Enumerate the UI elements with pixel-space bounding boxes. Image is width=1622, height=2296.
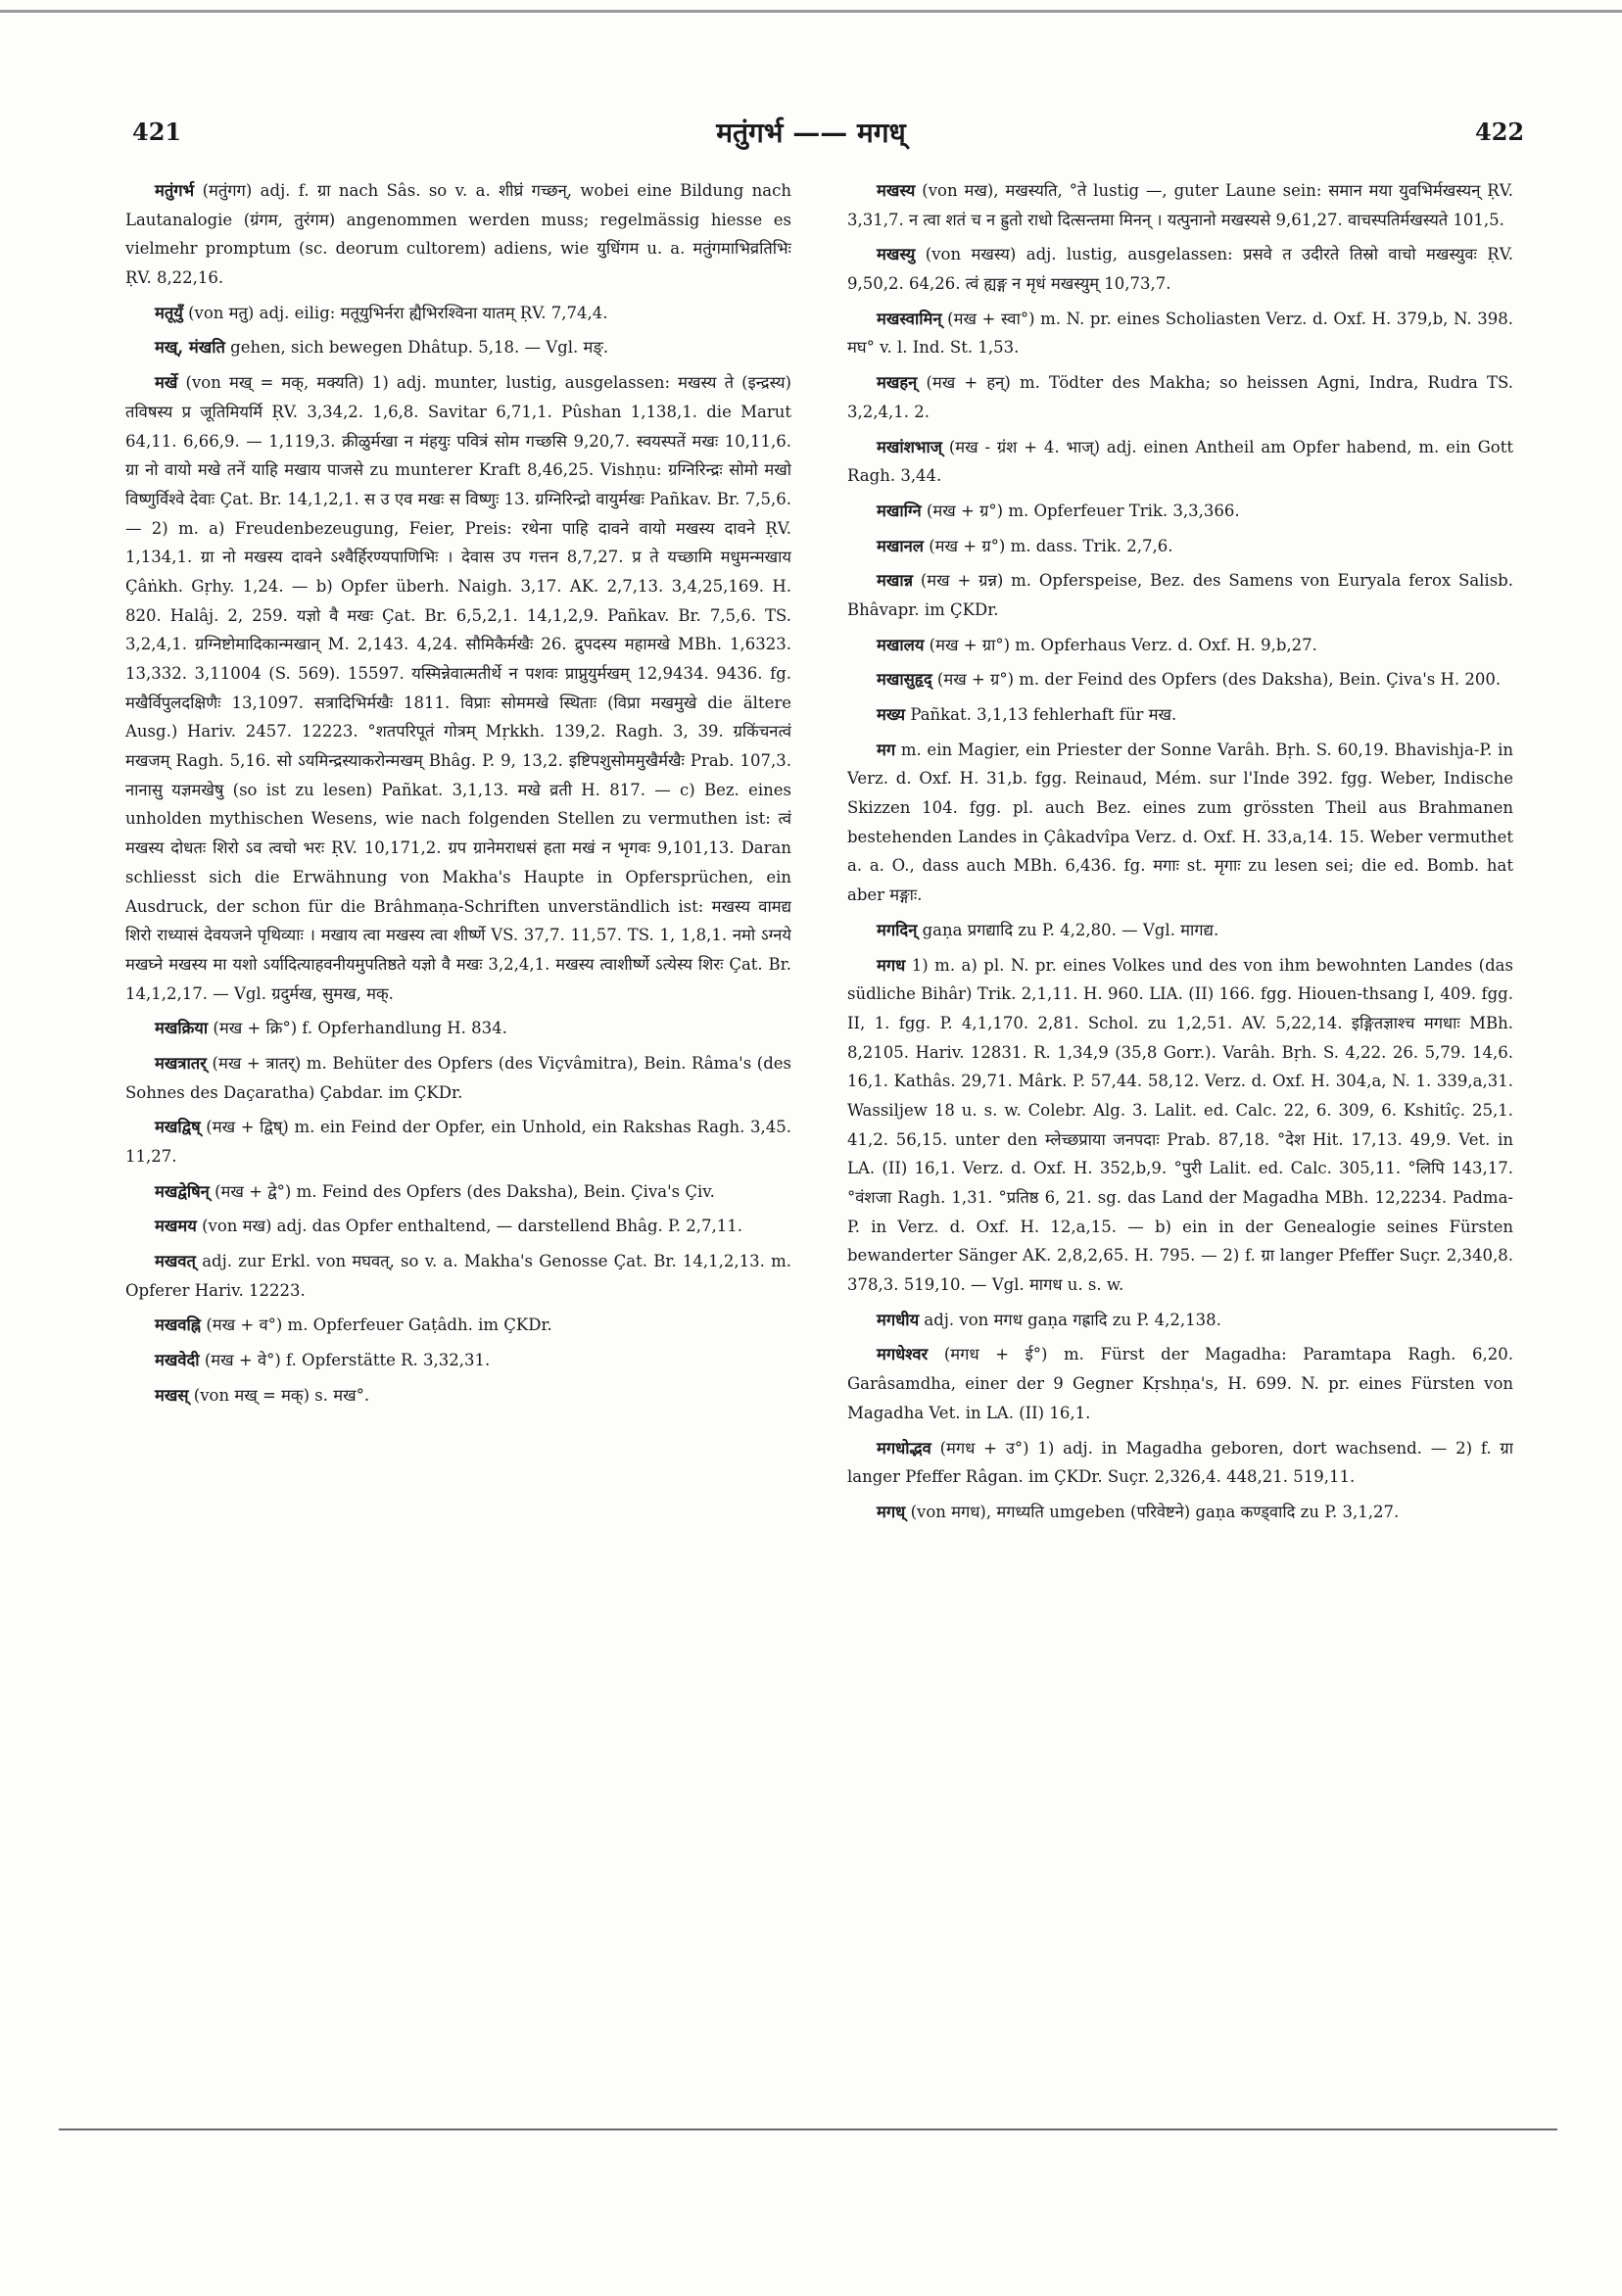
entry-text: (मख + ग्र°) m. der Feind des Opfers (des Daksha), Bein. Çiva's H. 200.	[936, 670, 1502, 690]
dictionary-entry	[125, 1177, 791, 1207]
entry-headword: मग	[877, 740, 896, 759]
dictionary-entry	[125, 1049, 791, 1107]
entry-text: (मख + वे°) f. Opferstätte R. 3,32,31.	[204, 1351, 491, 1370]
entry-headword: मगधेश्वर	[877, 1345, 929, 1364]
page-number-right: 422	[1475, 118, 1525, 146]
dictionary-entry	[847, 736, 1513, 910]
entry-headword: मगधीय	[877, 1310, 920, 1329]
entry-text: (मतुंगग) adj. f. ग्रा nach Sâs. so v. a. शीघ्रं गच्छन्, wobei eine Bildung nach Lautanalogie (ग्रंगम, तुरंगम) angenommen werden muss; regelmässig hiesse es vielmehr promptum (sc. deorum cultorem) adiens, wie युधिंगम u. a. मतुंगमाभिव्रतिभिः ṚV. 8,22,16.	[125, 181, 791, 288]
entry-headword: मखद्वेषिन्	[155, 1181, 210, 1201]
dictionary-entry	[847, 566, 1513, 624]
dictionary-entry	[847, 916, 1513, 945]
entry-text: (मगध + उ°) 1) adj. in Magadha geboren, dort wachsend. — 2) f. ग्रा langer Pfeffer Râgan. im ÇKDr. Suçr. 2,326,4. 448,21. 519,11.	[847, 1438, 1513, 1487]
entry-text: (मख + व°) m. Opferfeuer Gaṭâdh. im ÇKDr.	[206, 1315, 552, 1335]
entry-text: (मख + ग्र°) m. dass. Trik. 2,7,6.	[929, 536, 1173, 555]
dictionary-entry	[125, 333, 791, 362]
entry-headword: मर्खे	[155, 373, 178, 393]
dictionary-entry	[847, 240, 1513, 298]
dictionary-entry	[125, 1212, 791, 1241]
dictionary-entry	[125, 1381, 791, 1411]
entry-text: (मख - ग्रंश + 4. भाज्) adj. einen Antheil am Opfer habend, m. ein Gott Ragh. 3,44.	[847, 437, 1513, 486]
entry-text: (मख + स्वा°) m. N. pr. eines Scholiasten Verz. d. Oxf. H. 379,b, N. 398. मघ° v. l. Ind. St. 1,53.	[847, 309, 1513, 358]
entry-text: (मख + ग्रन्न) m. Opferspeise, Bez. des Samens von Euryala ferox Salisb. Bhâvapr. im ÇKDr.	[847, 571, 1513, 619]
entry-headword: मगदिन्	[877, 920, 918, 939]
entry-text: (मख + द्विष्) m. ein Feind der Opfer, ein Unhold, ein Rakshas Ragh. 3,45. 11,27.	[125, 1118, 791, 1166]
running-head: मतुंगर्भ —— मगध्	[716, 117, 906, 149]
entry-headword: मखासुहृद्	[877, 670, 932, 690]
dictionary-entry	[125, 1311, 791, 1340]
entry-headword: मखवेदी	[155, 1351, 200, 1370]
dictionary-entry	[847, 176, 1513, 234]
entry-text: (मख + त्रातर्) m. Behüter des Opfers (des Viçvâmitra), Bein. Râma's (des Sohnes des Daçaratha) Çabdar. im ÇKDr.	[125, 1053, 791, 1102]
entry-text: (von मखस्य) adj. lustig, ausgelassen: प्रसवे त उदीरते तिस्रो वाचो मखस्युवः ṚV. 9,50,2. 64,26. त्वं ह्यङ्ग न मृधं मखस्युम् 10,73,7.	[847, 245, 1513, 294]
entry-text: gehen, sich bewegen Dhâtup. 5,18. — Vgl. मङ्.	[230, 338, 609, 358]
right-column	[847, 176, 1513, 1533]
entry-headword: मखांशभाज्	[877, 437, 942, 456]
dictionary-entry	[847, 368, 1513, 426]
entry-text: (von मख् = मक्, मक्यति) 1) adj. munter, lustig, ausgelassen: मखस्य ते (इन्द्रस्य) तविषस्य प्र जूतिमियर्मि ṚV. 3,34,2. 1,6,8. Savitar 6,71,1. Pûshan 1,138,1. die Marut 64,11. 6,66,9. — 1,119,3. क्रीळुर्मखा न मंहयुः पवित्रं सोम गच्छसि 9,20,7. स्वयस्पतें मखः 10,11,6. ग्रा नो वायो मखे तनें याहि मखाय पाजसे zu munterer Kraft 8,46,25. Vishṇu: ग्रग्निरिन्द्रः सोमो मखो विष्णुर्विश्वे देवाः Çat. Br. 14,1,2,1. स उ एव मखः स विष्णुः 13. ग्रग्निरिन्द्रो वायुर्मखः Pañkav. Br. 7,5,6. — 2) m. a) Freudenbezeugung, Feier, Preis: रथेना पाहि दावने वायो मखस्य दावने ṚV. 1,134,1. ग्रा नो मखस्य दावने ऽश्वैर्हिरण्यपाणिभिः । देवास उप गत्तन 8,7,27. प्र ते यच्छामि मधुमन्मखाय Çâṅkh. Gṛhy. 1,24. — b) Opfer überh. Naigh. 3,17. AK. 2,7,13. 3,4,25,169. H. 820. Halâj. 2, 259. यज्ञो वै मखः Çat. Br. 6,5,2,1. 14,1,2,9. Pañkav. Br. 7,5,6. TS. 3,2,4,1. ग्रग्निष्टोमादिकान्मखान् M. 2,143. 4,24. सौमिकैर्मखैः 26. द्रुपदस्य महामखे MBh. 1,6323. 13,332. 3,11004 (S. 569). 15597. यस्मिन्नेवात्मतीर्थे न पशवः प्राप्नुयुर्मखम् 12,9434. 9436. fg. मखैर्विपुलदक्षिणैः 13,1097. सत्रादिभिर्मखैः 1811. विप्राः सोममखे स्थिताः (विप्रा मखमुखे die ältere Ausg.) Hariv. 2457. 12223. °शतपरिपूतं गोत्रम् Mṛkkh. 139,2. Ragh. 3, 39. ग्रकिंचनत्वं मखजम् Ragh. 5,16. सो ऽयमिन्द्रस्याकरोन्मखम् Bhâg. P. 9, 13,2. इष्टिपशुसोममुखैर्मखैः Prab. 107,3. नानासु यज्ञमखेषु (so ist zu lesen) Pañkat. 3,1,13. मखे व्रती H. 817. — c) Bez. eines unholden mythischen Wesens, wie nach folgenden Stellen zu vermuthen ist: त्वं मखस्य दोधतः शिरो ऽव त्वचो भरः ṚV. 10,171,2. ग्रप ग्रानेमराधसं हता मखं न भृगवः 9,101,13. Daran schliesst sich die Erwähnung von Makha's Haupte in Opfersprüchen, ein Ausdruck, der schon für die Brâhmaṇa-Schriften unverständlich ist: मखस्य वामद्य शिरो राध्यासं देवयजने पृथिव्याः । मखाय त्वा मखस्य त्वा शीर्ष्णे VS. 37,7. 11,57. TS. 1, 1,8,1. नमो ऽग्नये मखघ्ने मखस्य मा यशो ऽर्यादित्याहवनीयमुपतिष्ठते यज्ञो वै मखः 3,2,4,1. मखस्य त्वाशीर्ष्णे ऽत्येस्य शिरः Çat. Br. 14,1,2,17. — Vgl. ग्रदुर्मख, सुमख, मक्.	[125, 373, 791, 1003]
entry-text: (मख + ग्रा°) m. Opferhaus Verz. d. Oxf. H. 9,b,27.	[929, 635, 1317, 654]
entry-headword: मखानल	[877, 536, 924, 555]
dictionary-entry	[125, 1346, 791, 1375]
entry-text: (मख + क्रि°) f. Opferhandlung H. 834.	[213, 1019, 507, 1038]
entry-text: 1) m. a) pl. N. pr. eines Volkes und des von ihm bewohnten Landes (das südliche Bihâr) Trik. 2,1,11. H. 960. LIA. (II) 166. fgg. Hiouen-thsang I, 409. fgg. II, 1. fgg. P. 4,1,170. 2,81. Schol. zu 1,2,51. AV. 5,22,14. इङ्गितज्ञाश्च मगधाः MBh. 8,2105. Hariv. 12831. R. 1,34,9 (35,8 Gorr.). Varâh. Bṛh. S. 4,22. 26. 5,79. 14,6. 16,1. Kathâs. 29,71. Mârk. P. 57,44. 58,12. Verz. d. Oxf. H. 304,a, N. 1. 339,a,31. Wassiljew 18 u. s. w. Colebr. Alg. 3. Lalit. ed. Calc. 22, 6. 309, 6. Kshitîç. 25,1. 41,2. 56,15. unter den म्लेच्छप्राया जनपदाः Prab. 87,18. °देश Hit. 17,13. 49,9. Vet. in LA. (II) 16,1. Verz. d. Oxf. H. 352,b,9. °पुरी Lalit. ed. Calc. 305,11. °लिपि 143,17. °वंशजा Ragh. 1,31. °प्रतिष्ठ 6, 21. sg. das Land der Magadha MBh. 12,2234. Padma-P. in Verz. d. Oxf. H. 12,a,15. — b) ein in der Genealogie seines Fürsten bewanderter Sänger AK. 2,8,2,65. H. 795. — 2) f. ग्रा langer Pfeffer Suçr. 2,340,8. 378,3. 519,10. — Vgl. मागध u. s. w.	[847, 955, 1513, 1295]
entry-text: (मगध + ई°) m. Fürst der Magadha: Paramtapa Ragh. 6,20. Garâsamdha, einer der 9 Gegner Kṛshṇa's, H. 699. N. pr. eines Fürsten von Magadha Vet. in LA. (II) 16,1.	[847, 1345, 1513, 1422]
top-edge-rule	[0, 10, 1622, 13]
dictionary-entry	[847, 433, 1513, 491]
dictionary-entry	[125, 1113, 791, 1171]
left-column	[125, 176, 791, 1416]
entry-text: (मख + हन्) m. Tödter des Makha; so heissen Agni, Indra, Rudra TS. 3,2,4,1. 2.	[847, 373, 1513, 421]
entry-headword: मखवत्	[155, 1252, 196, 1271]
dictionary-entry	[847, 497, 1513, 526]
entry-text: adj. von मगध gaṇa गह्रादि zu P. 4,2,138.	[924, 1310, 1221, 1329]
dictionary-entry	[125, 299, 791, 328]
entry-headword: मखवह्नि	[155, 1315, 202, 1335]
entry-headword: मख्, मंखति	[155, 338, 225, 358]
dictionary-entry	[847, 631, 1513, 660]
entry-text: (von मख), मखस्यति, °ते lustig —, guter Laune sein: समान मया युवभिर्मखस्यन् ṚV. 3,31,7. न त्वा शतं च न ह्रुतो राधो दित्सन्तमा मिनन् । यत्पुनानो मखस्यसे 9,61,27. वाचस्पतिर्मखस्यते 101,5.	[847, 181, 1513, 229]
entry-headword: मखस्वामिन्	[877, 309, 942, 328]
entry-headword: मखद्विष्	[155, 1118, 201, 1137]
page-number-left: 421	[132, 118, 182, 146]
entry-text: adj. zur Erkl. von मघवत्, so v. a. Makha's Genosse Çat. Br. 14,1,2,13. m. Opferer Hariv. 12223.	[125, 1252, 791, 1300]
entry-headword: मखत्रातर्	[155, 1053, 207, 1073]
dictionary-entry	[847, 665, 1513, 694]
dictionary-entry	[125, 176, 791, 293]
entry-headword: मगध	[877, 955, 906, 975]
entry-text: Pañkat. 3,1,13 fehlerhaft für मख.	[910, 705, 1177, 724]
entry-headword: मतुंगर्भ	[155, 181, 195, 200]
entry-headword: मतूयुँ	[155, 303, 183, 322]
dictionary-entry	[125, 1247, 791, 1305]
entry-text: (von मख) adj. das Opfer enthaltend, — darstellend Bhâg. P. 2,7,11.	[202, 1217, 742, 1236]
entry-headword: मखस्य	[877, 181, 916, 200]
entry-text: (मख + ग्र°) m. Opferfeuer Trik. 3,3,366.	[926, 501, 1240, 520]
entry-headword: मगधोद्भव	[877, 1438, 931, 1458]
bottom-rule	[59, 2129, 1557, 2130]
entry-text: (von मतु) adj. eilig: मतूयुभिर्नरा ह्यैभिरश्विना यातम् ṚV. 7,74,4.	[188, 303, 608, 322]
dictionary-entry	[847, 951, 1513, 1300]
entry-headword: मखहन्	[877, 373, 918, 393]
entry-headword: मखालय	[877, 635, 925, 654]
dictionary-entry	[847, 700, 1513, 730]
entry-headword: मगध्	[877, 1502, 906, 1521]
entry-headword: मखाग्नि	[877, 501, 922, 520]
entry-text: (von मगध), मगध्यति umgeben (परिवेष्टने) gaṇa कण्ड्वादि zu P. 3,1,27.	[910, 1502, 1400, 1521]
entry-headword: मखस्यु	[877, 245, 916, 264]
entry-text: (मख + द्वे°) m. Feind des Opfers (des Daksha), Bein. Çiva's Çiv.	[215, 1181, 715, 1201]
entry-text: gaṇa प्रगद्यादि zu P. 4,2,80. — Vgl. मागद्य.	[922, 920, 1219, 939]
dictionary-entry	[847, 1434, 1513, 1492]
entry-headword: मखान्न	[877, 571, 914, 591]
entry-text: m. ein Magier, ein Priester der Sonne Varâh. Bṛh. S. 60,19. Bhavishja-P. in Verz. d. Oxf. H. 31,b. fgg. Reinaud, Mém. sur l'Inde 392. fgg. Weber, Indische Skizzen 104. fgg. pl. auch Bez. eines zum grössten Theil aus Brahmanen bestehenden Landes in Çâkadvîpa Verz. d. Oxf. H. 33,a,14. 15. Weber vermuthet a. a. O., dass auch MBh. 6,436. fg. मगाः st. मृगाः zu lesen sei; die ed. Bomb. hat aber मङ्गाः.	[847, 740, 1513, 905]
dictionary-entry	[847, 532, 1513, 561]
dictionary-entry	[847, 1340, 1513, 1427]
dictionary-entry	[125, 1014, 791, 1043]
dictionary-entry	[847, 1306, 1513, 1335]
entry-headword: मख्य	[877, 705, 906, 724]
dictionary-entry	[125, 368, 791, 1008]
dictionary-entry	[847, 305, 1513, 362]
dictionary-entry	[847, 1498, 1513, 1527]
entry-text: (von मख् = मक्) s. मख°.	[193, 1385, 370, 1405]
entry-headword: मखस्	[155, 1385, 189, 1405]
entry-headword: मखक्रिया	[155, 1019, 209, 1038]
entry-headword: मखमय	[155, 1217, 197, 1236]
